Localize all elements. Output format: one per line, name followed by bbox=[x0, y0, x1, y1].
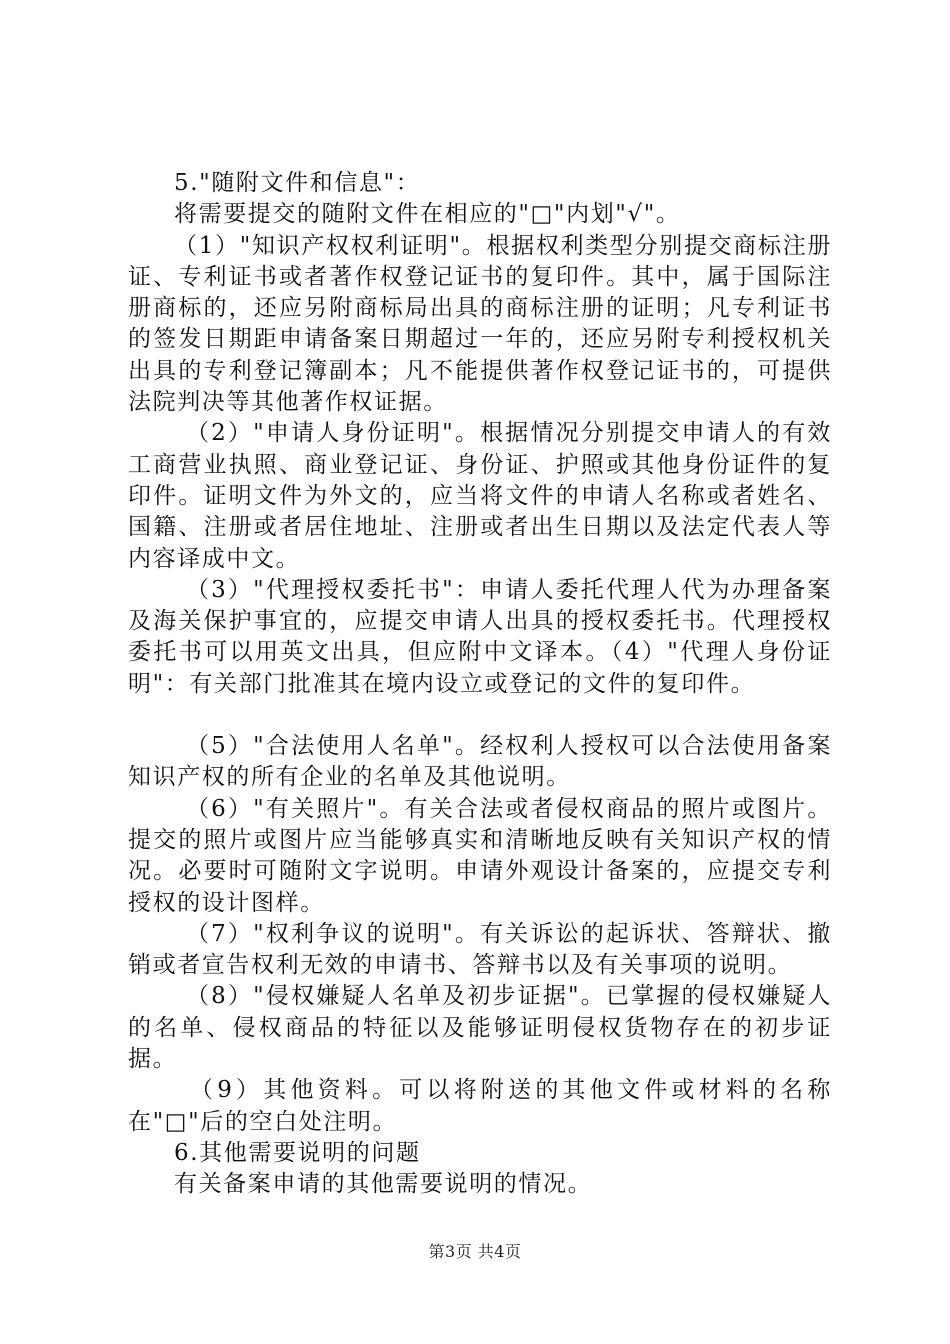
section-heading-5: 5."随附文件和信息"： bbox=[174, 170, 421, 196]
page-footer: 第3页 共4页 bbox=[428, 1242, 522, 1261]
document-body bbox=[128, 168, 832, 1201]
paragraph-other-notes: 有关备案申请的其他需要说明的情况。 bbox=[174, 1171, 593, 1198]
paragraph-item-3-4: （3）"代理授权委托书"：申请人委托代理人代为办理备案及海关保护事宜的，应提交申请人出具的授权委托书。代理授权委托书可以用英文出具，但应附中文译本。（4）"代理人身份证明"：有关部门批准其在境内设立或登记的文件的复印件。 bbox=[128, 576, 832, 697]
paragraph-item-8: （8）"侵权嫌疑人名单及初步证据"。已掌握的侵权嫌疑人的名单、侵权商品的特征以及能够证明侵权货物存在的初步证据。 bbox=[128, 983, 832, 1073]
paragraph-instruction: 将需要提交的随附文件在相应的"□"内划"√"。 bbox=[174, 201, 681, 228]
paragraph-item-1: （1）"知识产权权利证明"。根据权利类型分别提交商标注册证、专利证书或者著作权登记证书的复印件。其中，属于国际注册商标的，还应另附商标局出具的商标注册的证明；凡专利证书的签发日期距申请备案日期超过一年的，还应另附专利授权机关出具的专利登记簿副本；凡不能提供著作权登记证书的，可提供法院判决等其他著作权证据。 bbox=[128, 232, 832, 416]
paragraph-item-2: （2）"申请人身份证明"。根据情况分别提交申请人的有效工商营业执照、商业登记证、身份证、护照或其他身份证件的复印件。证明文件为外文的，应当将文件的申请人名称或者姓名、国籍、注册或者居住地址、注册或者出生日期以及法定代表人等内容译成中文。 bbox=[128, 420, 832, 572]
paragraph-item-9: （9）其他资料。可以将附送的其他文件或材料的名称在"□"后的空白处注明。 bbox=[128, 1077, 832, 1135]
section-heading-6: 6.其他需要说明的问题 bbox=[174, 1139, 421, 1166]
paragraph-item-6: （6）"有关照片"。有关合法或者侵权商品的照片或图片。提交的照片或图片应当能够真实和清晰地反映有关知识产权的情况。必要时可随附文字说明。申请外观设计备案的，应提交专利授权的设计图样。 bbox=[128, 795, 832, 916]
paragraph-item-5: （5）"合法使用人名单"。经权利人授权可以合法使用备案知识产权的所有企业的名单及其他说明。 bbox=[128, 733, 832, 791]
paragraph-item-7: （7）"权利争议的说明"。有关诉讼的起诉状、答辩状、撤销或者宣告权利无效的申请书、答辩书以及有关事项的说明。 bbox=[128, 920, 832, 979]
